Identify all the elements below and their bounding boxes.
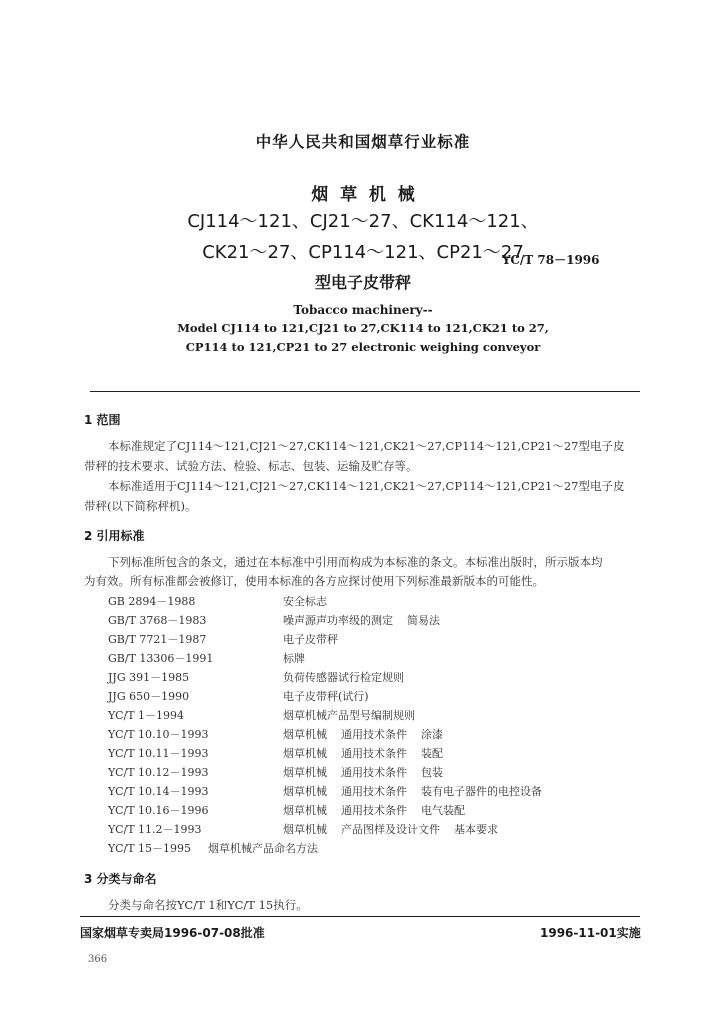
reference-item bbox=[108, 593, 327, 609]
section-3-para1: 分类与命名按YC/T 1和YC/T 15执行。 bbox=[108, 898, 308, 912]
reference-title: 烟草机械产品型号编制规则 bbox=[283, 709, 415, 722]
reference-item bbox=[108, 650, 305, 666]
section-1-heading: 1 范围 bbox=[84, 413, 121, 427]
reference-title: 电子皮带秤 bbox=[283, 633, 338, 646]
reference-item bbox=[108, 764, 443, 780]
reference-title: 标牌 bbox=[283, 652, 305, 665]
reference-title: 烟草机械产品命名方法 bbox=[208, 842, 318, 855]
reference-item bbox=[108, 631, 338, 647]
reference-item bbox=[108, 726, 443, 742]
reference-code: JJG 391－1985 bbox=[108, 671, 190, 684]
section-1-para1-line1: 本标准规定了CJ114～121,CJ21～27,CK114～121,CK21～27,CP114～121,CP21～27型电子皮 bbox=[108, 439, 625, 453]
reference-code: YC/T 10.11－1993 bbox=[108, 747, 209, 760]
section-1-para1-line2: 带秤的技术要求、试验方法、检验、标志、包装、运输及贮存等。 bbox=[84, 459, 418, 473]
reference-code: YC/T 10.14－1993 bbox=[108, 785, 209, 798]
reference-item bbox=[108, 707, 415, 723]
reference-title: 烟草机械 通用技术条件 装有电子器件的电控设备 bbox=[283, 785, 542, 798]
reference-code: YC/T 15－1995 bbox=[108, 842, 192, 855]
header-divider bbox=[90, 391, 640, 392]
reference-code: GB/T 3768－1983 bbox=[108, 614, 207, 627]
section-3-heading: 3 分类与命名 bbox=[84, 872, 157, 886]
english-title-line-3: CP114 to 121,CP21 to 27 electronic weighing conveyor bbox=[185, 340, 541, 354]
reference-item bbox=[108, 840, 318, 856]
reference-title: 烟草机械 通用技术条件 装配 bbox=[283, 747, 443, 760]
reference-title: 电子皮带秤(试行) bbox=[283, 690, 369, 703]
section-2-intro-line1: 下列标准所包含的条文，通过在本标准中引用而构成为本标准的条文。本标准出版时，所示版本均 bbox=[108, 555, 603, 569]
reference-title: 烟草机械 产品图样及设计文件 基本要求 bbox=[283, 823, 498, 836]
english-title-line-2: Model CJ114 to 121,CJ21 to 27,CK114 to 121,CK21 to 27, bbox=[177, 321, 549, 335]
footer-divider bbox=[80, 916, 640, 917]
english-title-line-1: Tobacco machinery-- bbox=[293, 303, 433, 317]
reference-title: 烟草机械 通用技术条件 涂漆 bbox=[283, 728, 443, 741]
reference-item bbox=[108, 669, 404, 685]
reference-item bbox=[108, 688, 369, 704]
reference-code: GB 2894－1988 bbox=[108, 595, 196, 608]
page-number: 366 bbox=[88, 954, 108, 965]
reference-item bbox=[108, 821, 498, 837]
section-1-para2-line1: 本标准适用于CJ114～121,CJ21～27,CK114～121,CK21～27,CP114～121,CP21～27型电子皮 bbox=[108, 479, 625, 493]
reference-code: GB/T 7721－1987 bbox=[108, 633, 207, 646]
reference-item bbox=[108, 612, 440, 628]
title-line-1: 烟 草 机 械 bbox=[311, 185, 415, 205]
reference-title: 烟草机械 通用技术条件 电气装配 bbox=[283, 804, 465, 817]
reference-code: YC/T 10.10－1993 bbox=[108, 728, 209, 741]
approval-line: 国家烟草专卖局1996-07-08批准 bbox=[80, 926, 265, 940]
title-line-3: CK21～27、CP114～121、CP21～27 bbox=[202, 242, 524, 263]
reference-title: 安全标志 bbox=[283, 595, 327, 608]
section-2-intro-line2: 为有效。所有标准都会被修订，使用本标准的各方应探讨使用下列标准最新版本的可能性。 bbox=[84, 574, 544, 588]
reference-code: GB/T 13306－1991 bbox=[108, 652, 214, 665]
implementation-line: 1996-11-01实施 bbox=[540, 926, 641, 940]
reference-title: 噪声源声功率级的测定 简易法 bbox=[283, 614, 440, 627]
reference-title: 负荷传感器试行检定规则 bbox=[283, 671, 404, 684]
reference-code: YC/T 10.16－1996 bbox=[108, 804, 209, 817]
reference-item bbox=[108, 783, 542, 799]
section-1-para2-line2: 带秤(以下简称秤机)。 bbox=[84, 499, 197, 513]
standard-code: YC/T 78－1996 bbox=[502, 253, 600, 267]
reference-item bbox=[108, 802, 465, 818]
industry-standard-title: 中华人民共和国烟草行业标准 bbox=[255, 133, 471, 151]
reference-title: 烟草机械 通用技术条件 包装 bbox=[283, 766, 443, 779]
reference-code: JJG 650－1990 bbox=[108, 690, 190, 703]
title-line-4: 型电子皮带秤 bbox=[314, 273, 411, 292]
reference-code: YC/T 10.12－1993 bbox=[108, 766, 209, 779]
title-line-2: CJ114～121、CJ21～27、CK114～121、 bbox=[187, 211, 539, 232]
reference-code: YC/T 11.2－1993 bbox=[108, 823, 202, 836]
section-2-heading: 2 引用标准 bbox=[84, 529, 145, 543]
reference-code: YC/T 1－1994 bbox=[108, 709, 185, 722]
reference-item bbox=[108, 745, 443, 761]
